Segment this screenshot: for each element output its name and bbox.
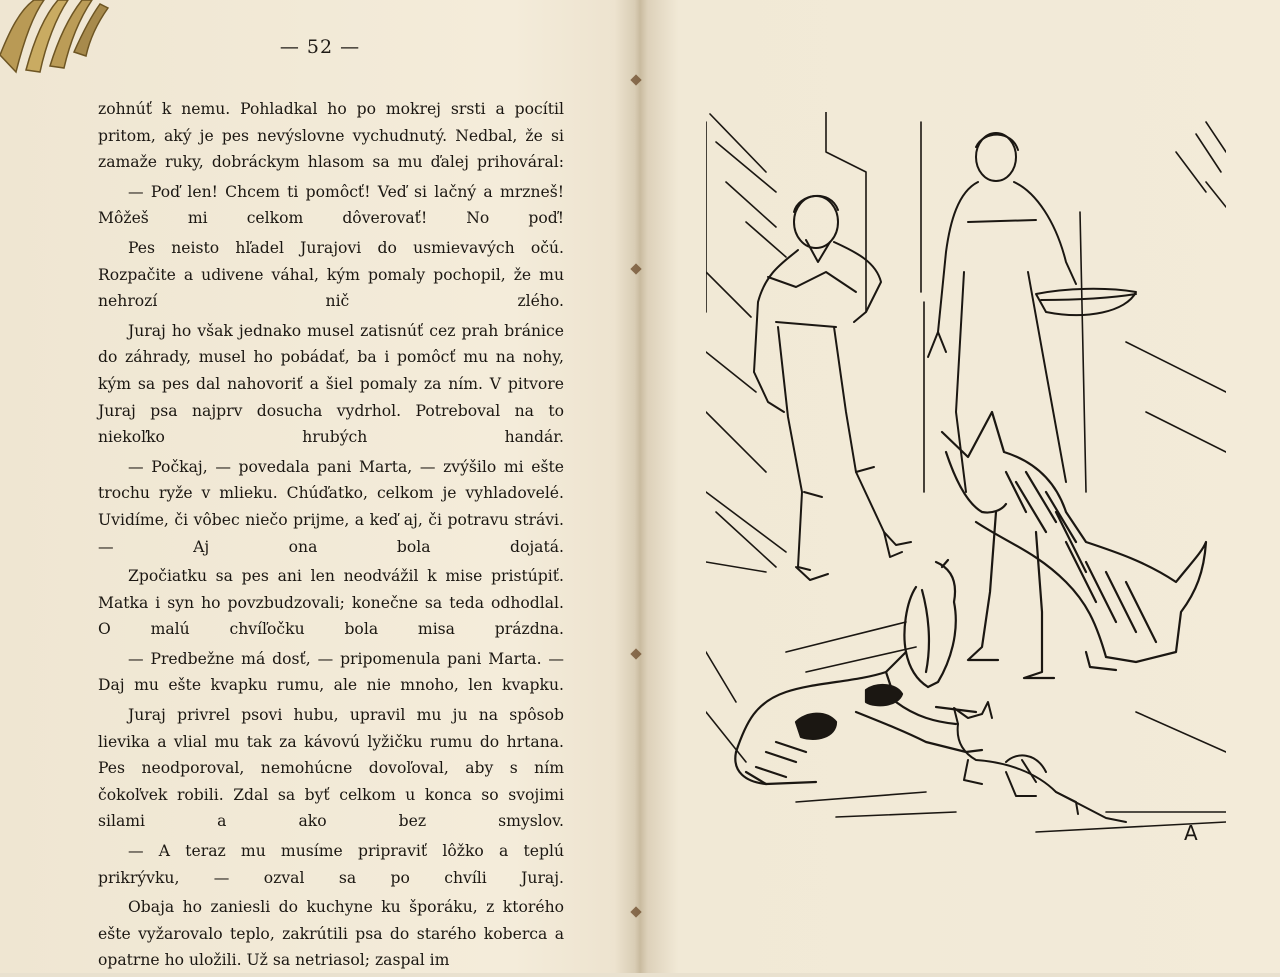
- left-page: [0, 0, 636, 973]
- man-figure: [754, 196, 911, 580]
- cat-figure: [954, 702, 1126, 822]
- paragraph-2: — Poď len! Chcem ti pomôcť! Veď si lačný a mrzneš! Môžeš mi celkom dôverovať! No poď!: [98, 182, 564, 228]
- spaniel-dog-figure: [735, 560, 982, 784]
- right-page: [640, 0, 1280, 973]
- paragraph-9: — A teraz mu musíme pripraviť lôžko a teplú prikrývku, — ozval sa po chvíli Juraj.: [98, 842, 564, 887]
- paragraph-1: zohnúť k nemu. Pohladkal ho po mokrej srsti a pocítil pritom, aký je pes nevýslovne vychudnutý. Nedbal, že si zamaže ruky, dobráckym hlasom sa mu ďalej prihováral:: [98, 100, 564, 172]
- artist-signature: A: [1184, 821, 1198, 845]
- body-text: [98, 96, 564, 977]
- ink-illustration: [706, 112, 1226, 852]
- paragraph-3: Pes neisto hľadel Jurajovi do usmievavých očú. Rozpačite a udivene váhal, kým pomaly pochopil, že mu nehrozí nič zlého.: [98, 238, 564, 311]
- paragraph-8: Juraj privrel psovi hubu, upravil mu ju na spôsob lievika a vlial mu tak za kávovú lyžičku rumu do hrtana. Pes neodporoval, nemohúcne dovoľoval, aby s ním čokoľvek robili. Zdal sa byť celkom u konca so svojimi silami a ako bez smyslov.: [98, 706, 564, 831]
- paragraph-7: — Predbežne má dosť, — pripomenula pani Marta. — Daj mu ešte kvapku rumu, ale nie mnoho, len kvapku.: [98, 649, 564, 695]
- woman-figure: [928, 133, 1136, 492]
- shepherd-dog-figure: [942, 412, 1206, 678]
- paragraph-5: — Počkaj, — povedala pani Marta, — zvýšilo mi ešte trochu ryže v mlieku. Chúďatko, celkom je vyhladovelé. Uvidíme, či vôbec niečo prijme, a keď aj, či potravu strávi. — Aj ona bola dojatá.: [98, 457, 564, 556]
- background-hatching: [706, 112, 1226, 832]
- page-number: — 52 —: [279, 36, 361, 58]
- paragraph-4: Juraj ho však jednako musel zatisnúť cez prah bránice do záhrady, musel ho pobádať, ba i pomôcť mu na nohy, kým sa pes dal nahovoriť a šiel pomaly za ním. V pitvore Juraj psa najprv dosucha vydrhol. Potreboval na to niekoľko hrubých handár.: [98, 321, 564, 447]
- paragraph-10: Obaja ho zaniesli do kuchyne ku šporáku, z ktorého ešte vyžarovalo teplo, zakrútili psa do starého koberca a opatrne ho uložili. Už sa netriasol; zaspal im: [98, 898, 564, 970]
- paragraph-6: Zpočiatku sa pes ani len neodvážil k mise pristúpiť. Matka i syn ho povzbudzovali; konečne sa teda odhodlal. O malú chvíľočku bola misa prázdna.: [98, 567, 564, 639]
